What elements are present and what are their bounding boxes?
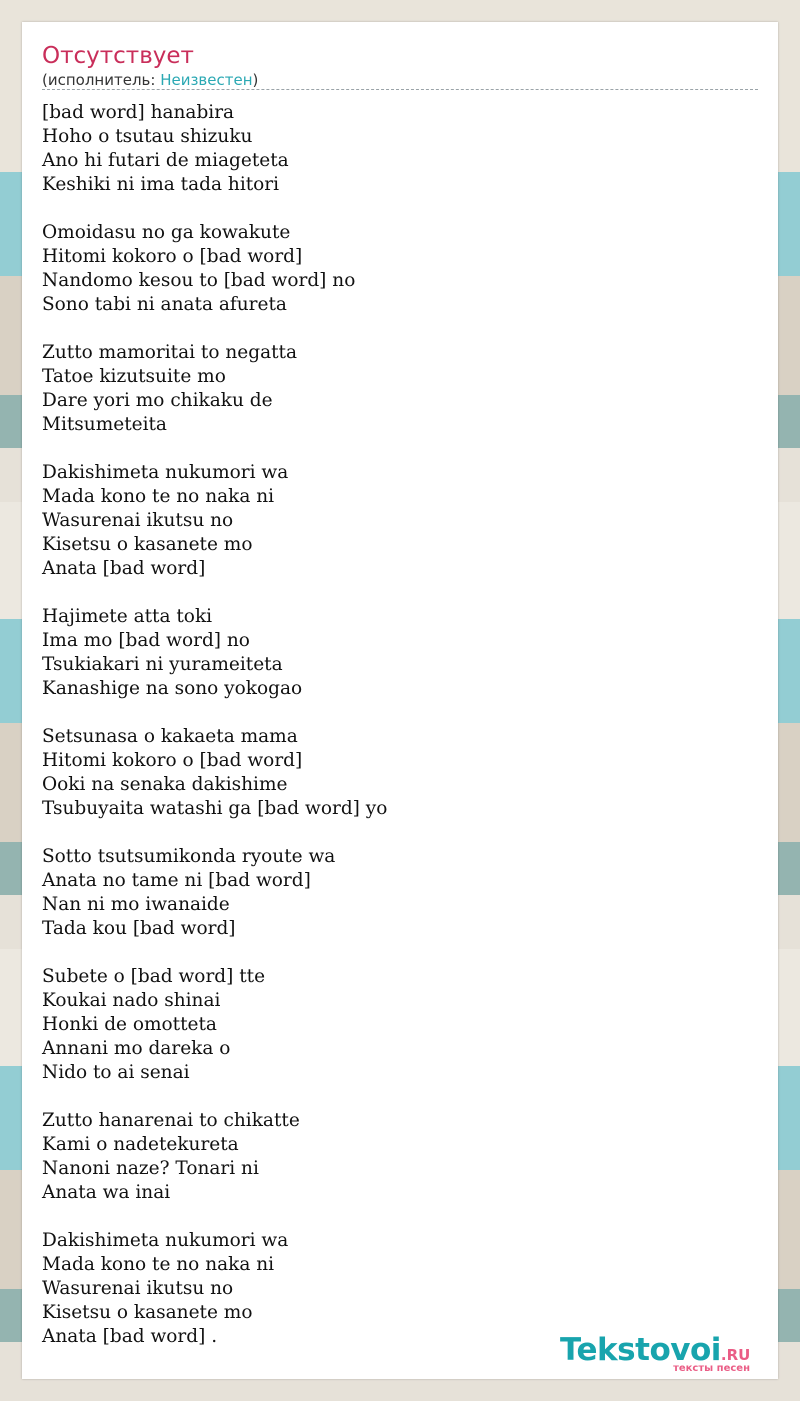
logo-tld: .RU (720, 1346, 751, 1364)
artist-prefix: (исполнитель: (42, 71, 161, 89)
artist-line (42, 70, 258, 90)
song-title: Отсутствует (42, 43, 194, 69)
lyrics-text: [bad word] hanabira Hoho o tsutau shizuku Ano hi futari de miageteta Keshiki ni ima tada hitori Omoidasu no ga kowakute Hitomi kokoro o [bad word] Nandomo kesou to [bad word] no Sono tabi ni anata afureta Zutto mamoritai to negatta Tatoe kizutsuite mo Dare yori mo chikaku de Mitsumeteita Dakishimeta nukumori wa Mada kono te no naka ni Wasurenai ikutsu no Kisetsu o kasanete mo Anata [bad word] Hajimete atta toki Ima mo [bad word] no Tsukiakari ni yurameiteta Kanashige na sono yokogao Setsunasa o kakaeta mama Hitomi kokoro o [bad word] Ooki na senaka dakishime Tsubuyaita watashi ga [bad word] yo Sotto tsutsumikonda ryoute wa Anata no tame ni [bad word] Nan ni mo iwanaide Tada kou [bad word] Subete o [bad word] tte Koukai nado shinai Honki de omotteta Annani mo dareka o Nido to ai senai Zutto hanarenai to chikatte Kami o nadetekureta Nanoni naze? Tonari ni Anata wa inai Dakishimeta nukumori wa Mada kono te no naka ni Wasurenai ikutsu no Kisetsu o kasanete mo Anata [bad word] . (42, 102, 388, 1347)
title-divider (42, 89, 758, 90)
logo-name: Tekstovoi (560, 1332, 721, 1368)
logo-tagline: тексты песен (673, 1363, 750, 1374)
artist-suffix: ) (252, 71, 259, 89)
artist-link[interactable]: Неизвестен (160, 71, 253, 89)
lyrics-card (22, 22, 778, 1379)
site-logo[interactable] (560, 1333, 770, 1377)
